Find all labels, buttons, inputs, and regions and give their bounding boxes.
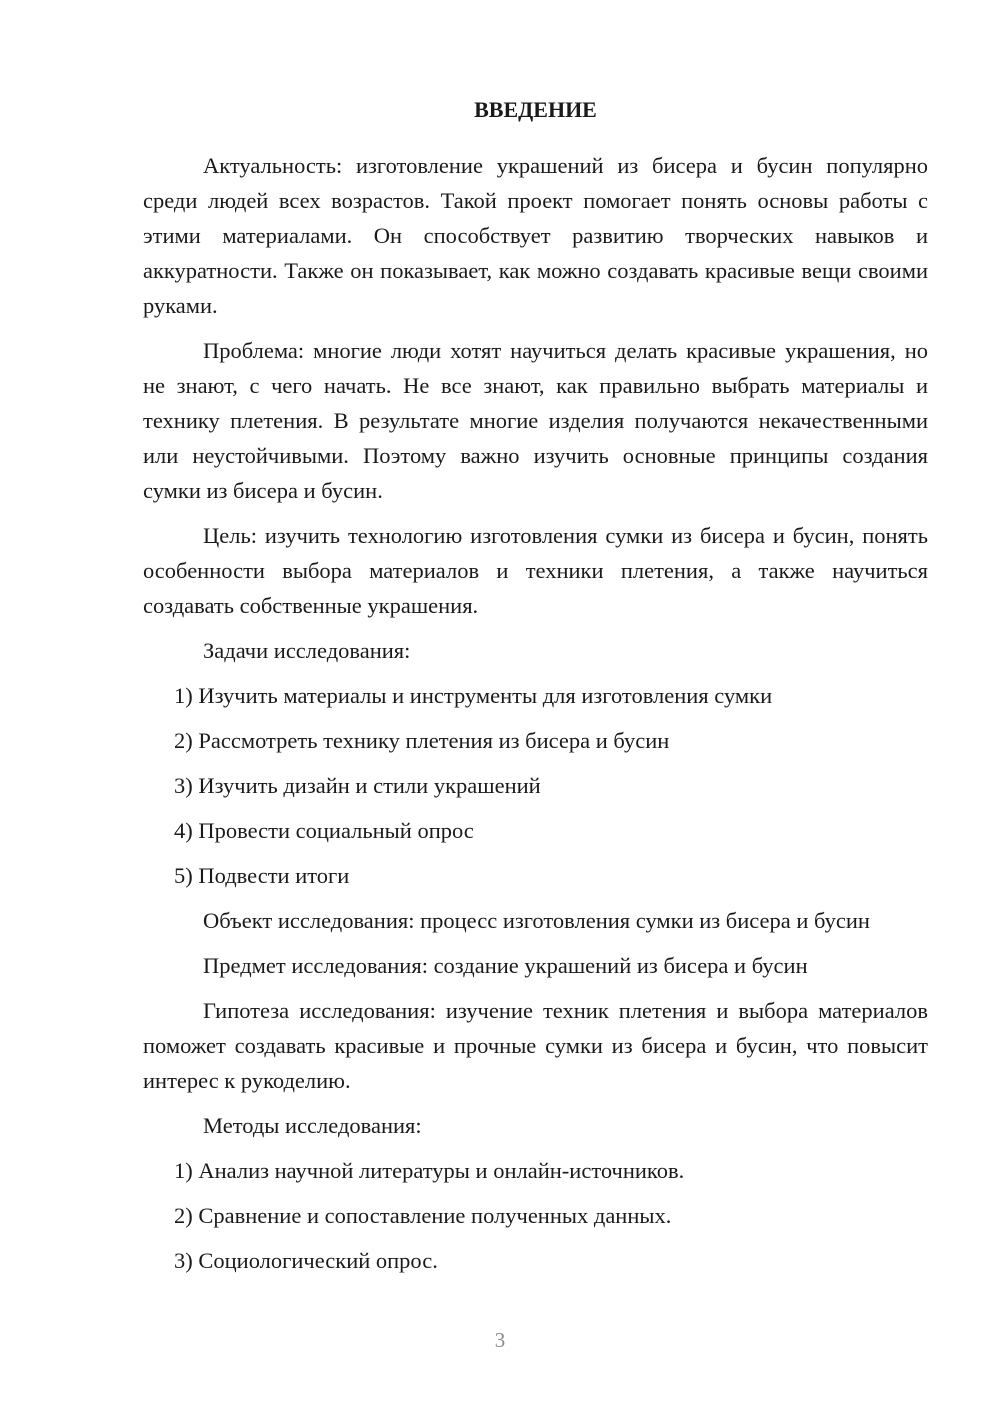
method-item: 3) Социологический опрос. [174, 1248, 438, 1273]
relevance-paragraph: Актуальность: изготовление украшений из бисера и бусин популярно среди людей всех возрастов. Такой проект помогает понять основы работы с этими материалами. Он способствует развитию творческих навыков и аккуратности. Также он показывает, как можно создавать красивые вещи своими руками. [143, 153, 928, 318]
task-item: 1) Изучить материалы и инструменты для изготовления сумки [174, 683, 773, 708]
hypothesis-paragraph: Гипотеза исследования: изучение техник плетения и выбора материалов поможет создавать красивые и прочные сумки из бисера и бусин, что повысит интерес к рукоделию. [143, 998, 928, 1093]
goal-paragraph: Цель: изучить технологию изготовления сумки из бисера и бусин, понять особенности выбора материалов и техники плетения, а также научиться создавать собственные украшения. [143, 523, 928, 618]
task-item: 3) Изучить дизайн и стили украшений [174, 773, 541, 798]
methods-title: Методы исследования: [203, 1113, 422, 1138]
object-paragraph: Объект исследования: процесс изготовления сумки из бисера и бусин [203, 908, 870, 933]
task-item: 2) Рассмотреть технику плетения из бисера и бусин [174, 728, 670, 753]
task-item: 5) Подвести итоги [174, 863, 350, 888]
tasks-title: Задачи исследования: [203, 638, 411, 663]
task-item: 4) Провести социальный опрос [174, 818, 474, 843]
subject-paragraph: Предмет исследования: создание украшений из бисера и бусин [203, 953, 808, 978]
page-number: 3 [494, 1328, 506, 1352]
method-item: 2) Сравнение и сопоставление полученных данных. [174, 1203, 672, 1228]
method-item: 1) Анализ научной литературы и онлайн-источников. [174, 1158, 685, 1183]
section-heading: ВВЕДЕНИЕ [474, 97, 597, 122]
document-page [143, 92, 928, 1288]
problem-paragraph: Проблема: многие люди хотят научиться делать красивые украшения, но не знают, с чего начать. Не все знают, как правильно выбрать материалы и технику плетения. В результате многие изделия получаются некачественными или неустойчивыми. Поэтому важно изучить основные принципы создания сумки из бисера и бусин. [143, 338, 928, 503]
